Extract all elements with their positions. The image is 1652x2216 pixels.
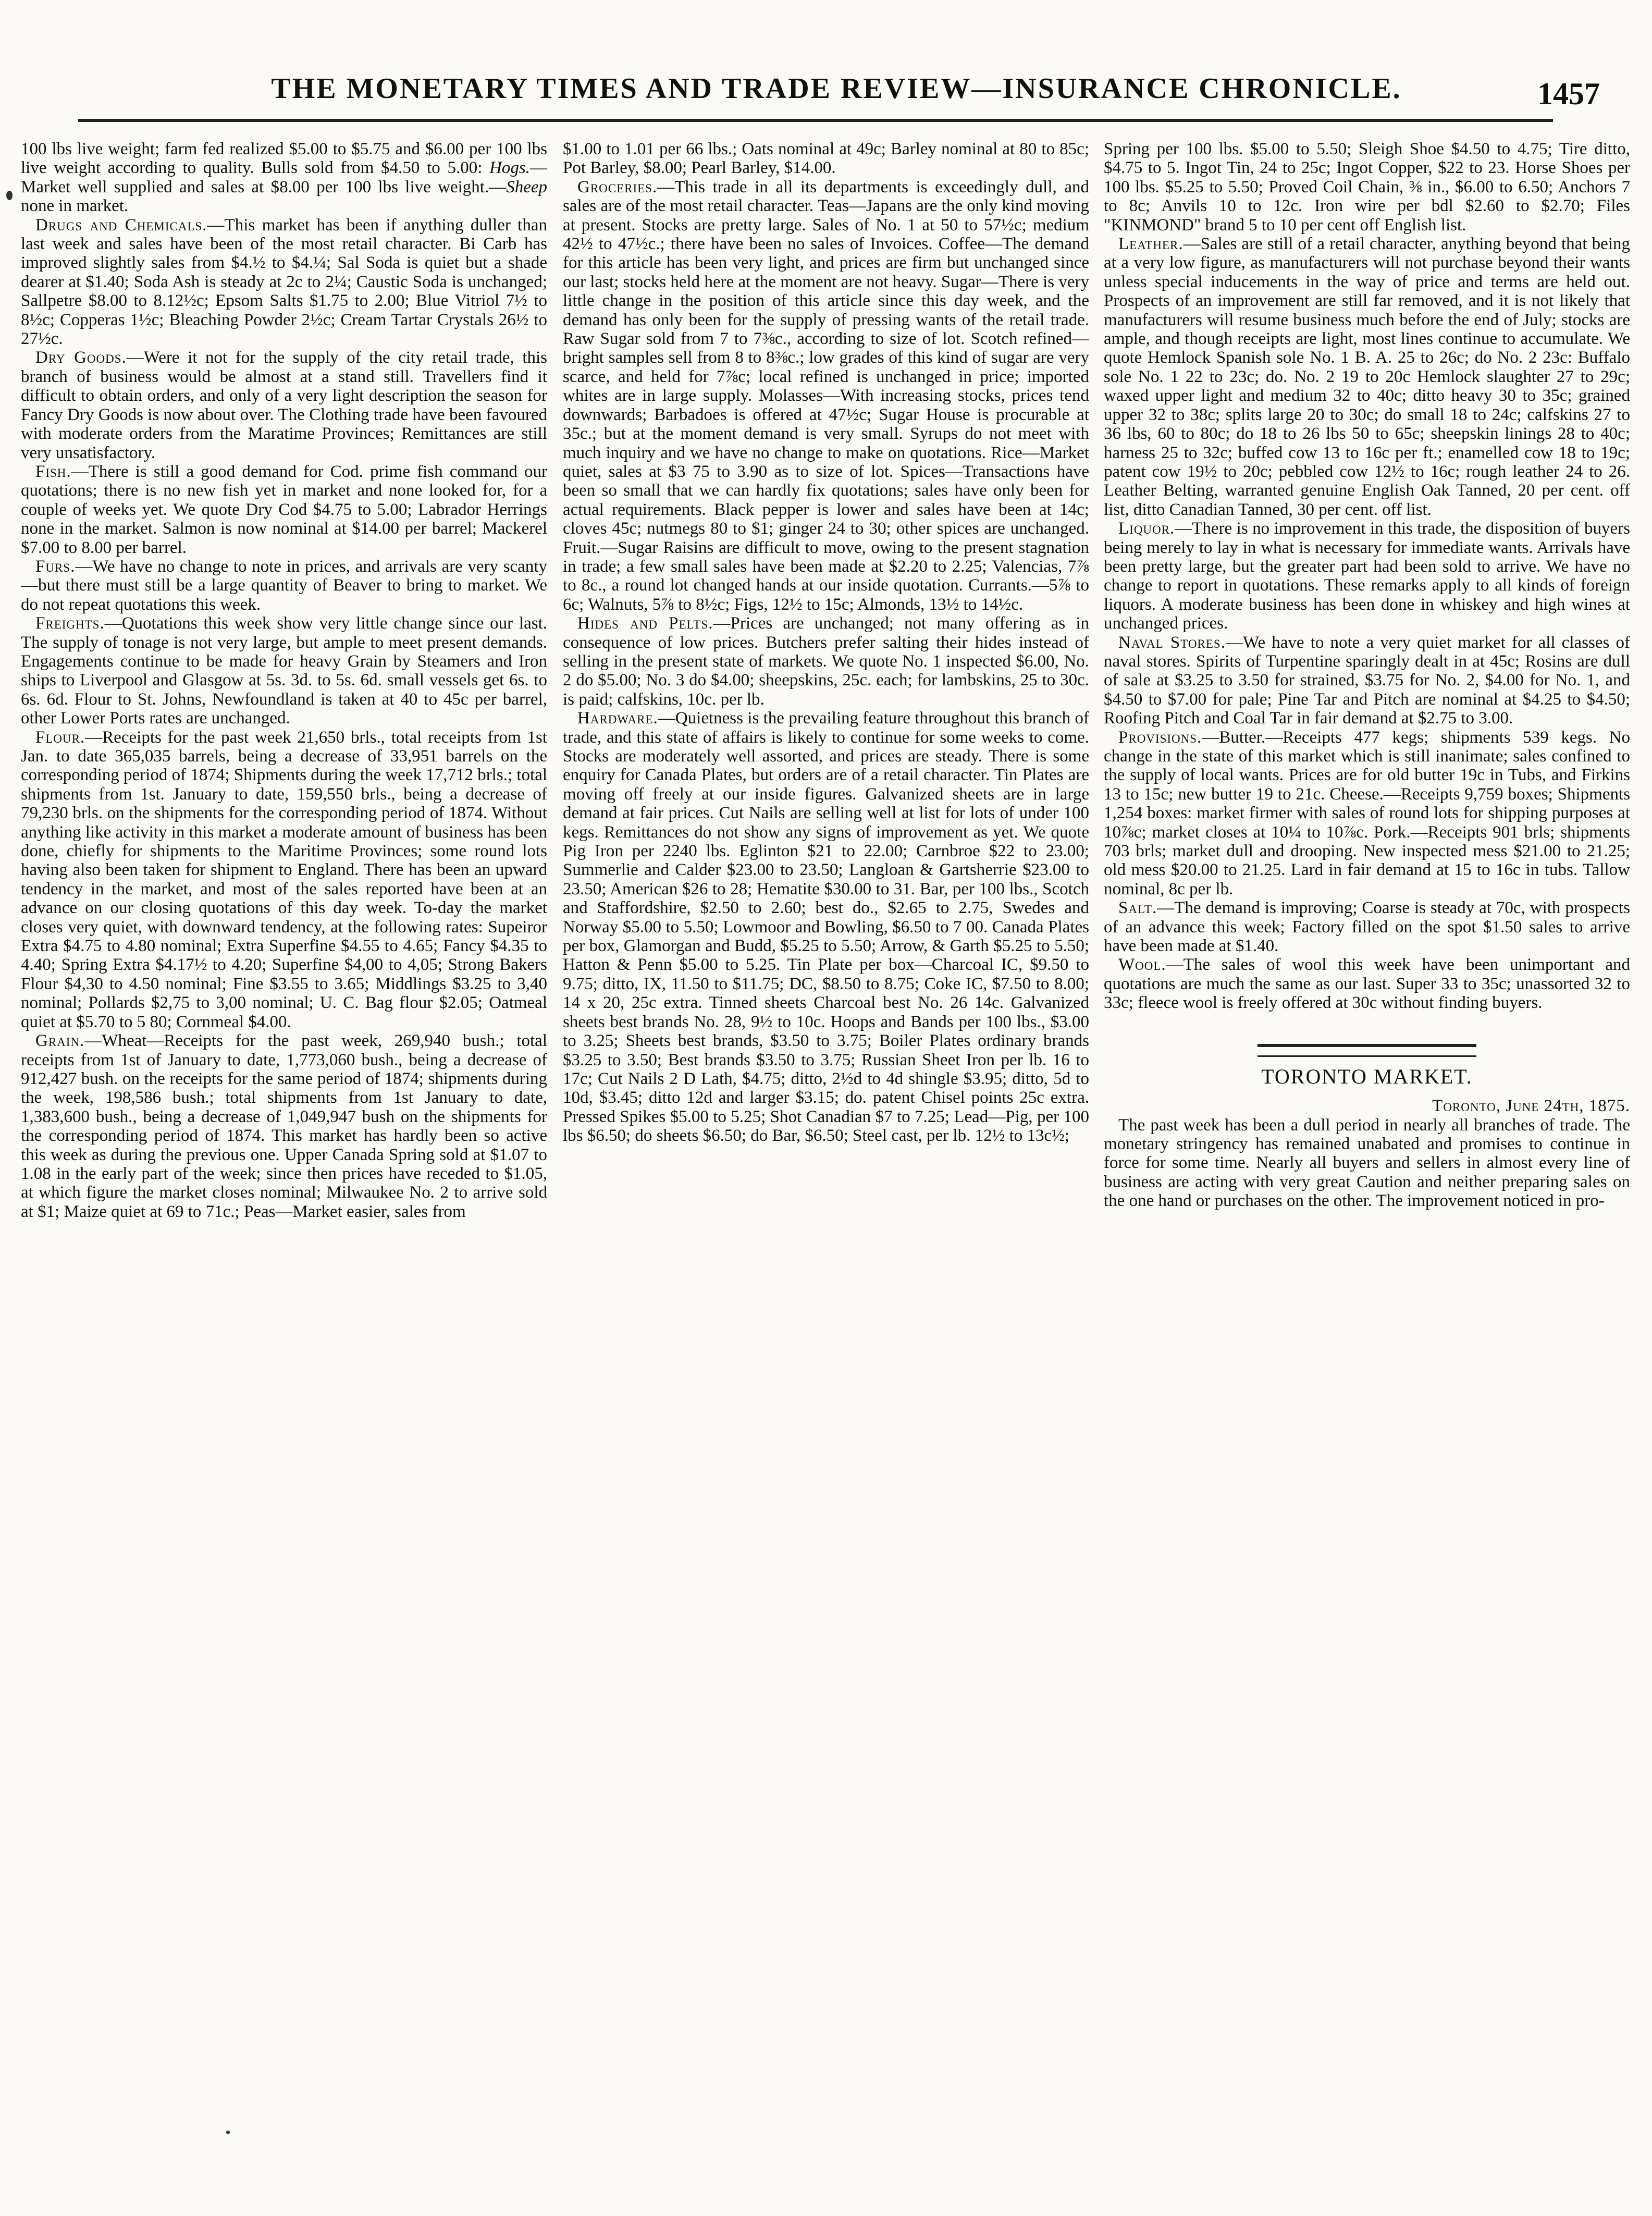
grain-continued-text: $1.00 to 1.01 per 66 lbs.; Oats nominal at 49c; Barley nominal at 80 to 85c; Pot Barley, $8.00; Pearl Barley, $14.00. <box>563 140 1089 178</box>
sheep-label: Sheep <box>506 177 547 196</box>
paragraph-salt <box>1104 898 1630 955</box>
hardware-continued-text: Spring per 100 lbs. $5.00 to 5.50; Sleigh Shoe $4.50 to 4.75; Tire ditto, $4.75 to 5. Ingot Tin, 24 to 25c; Ingot Copper, $22 to 23. Horse Shoes per 100 lbs. $5.25 to 5.50; Proved Coil Chain, ⅜ in., $6.00 to 6.50; Anchors 7 to 8c; Anvils 10 to 12c. Iron wire per bdl $2.60 to $2.70; Files "KINMOND" brand 5 to 10 per cent off English list. <box>1104 140 1630 235</box>
dry-goods-heading: Dry Goods. <box>35 348 127 367</box>
column-left <box>21 140 547 2162</box>
provisions-heading: Provisions. <box>1118 728 1202 747</box>
paragraph-cattle <box>21 140 547 216</box>
liquor-text: —There is no improvement in this trade, the disposition of buyers being merely to lay in what is necessary for immediate wants. Arrivals have been pretty large, but the greater part had been sold to arrive. We have no change to report in quotations. These remarks apply to all kinds of foreign liquors. A moderate business has been done in whiskey and high wines at unchanged prices. <box>1104 519 1630 633</box>
salt-heading: Salt. <box>1118 898 1157 918</box>
margin-mark <box>6 191 13 200</box>
hogs-text: —Market well supplied and sales at $8.00 per 100 lbs live weight.— <box>21 158 547 196</box>
leather-text: —Sales are still of a retail character, anything beyond that being at a very low figure, as manufacturers will not purchase beyond their wants unless special inducements in the way of price and terms are held out. Prospects of an improvement are still far removed, and it is not likely that manufacturers will resume business much before the end of July; stocks are ample, and though receipts are light, most lines continue to accumulate. We quote Hemlock Spanish sole No. 1 B. A. 25 to 26c; do No. 2 23c: Buffalo sole No. 1 22 to 23c; do. No. 2 19 to 20c Hemlock slaughter 27 to 29c; waxed upper light and medium 32 to 40c; ditto heavy 30 to 35c; grained upper 32 to 38c; splits large 20 to 30c; do small 18 to 24c; calfskins 27 to 36 lbs, 60 to 80c; do 18 to 26 lbs 50 to 65c; sheepskin linings 28 to 40c; harness 25 to 32c; buffed cow 13 to 16c per ft.; enamelled cow 18 to 19c; patent cow 19½ to 20c; pebbled cow 12½ to 16c; rough leather 24 to 26. Leather Belting, warranted genuine English Oak Tanned, 20 per cent. off list, ditto Canadian Tanned, 30 per cent. off list. <box>1104 235 1630 519</box>
naval-stores-text: —We have to note a very quiet market for all classes of naval stores. Spirits of Turpentine sparingly dealt in at 45c; Rosins are dull of sale at $3.25 to 3.50 for strained, $3.75 for No. 2, $4.00 for No. 1, and $4.50 to $7.00 for pale; Pine Tar and Pitch are nominal at $4.25 to $4.50; Roofing Pitch and Coal Tar in fair demand at $2.75 to 3.00. <box>1104 633 1630 728</box>
fish-heading: Fish. <box>35 462 71 481</box>
paragraph-leather <box>1104 235 1630 519</box>
paragraph-hides <box>563 614 1089 709</box>
hardware-heading: Hardware. <box>577 709 658 728</box>
paragraph-drugs <box>21 216 547 349</box>
column-middle <box>563 140 1089 2162</box>
paragraph-grain-cont <box>563 140 1089 178</box>
paragraph-hardware-cont <box>1104 140 1630 235</box>
paragraph-furs <box>21 557 547 614</box>
toronto-dateline: Toronto, June 24th, 1875. <box>1432 1097 1630 1116</box>
hardware-text: —Quietness is the prevailing feature throughout this branch of trade, and this state of affairs is likely to continue for some weeks to come. Stocks are moderately well assorted, and prices are steady. There is some enquiry for Canada Plates, but orders are of a retail character. Tin Plates are moving off freely at our inside figures. Galvanized sheets are in large demand at fair prices. Cut Nails are selling well at list for lots of under 100 kegs. Remittances do not show any signs of improvement as yet. We quote Pig Iron per 2240 lbs. Eglinton $21 to 22.00; Carnbroe $22 to 23.00; Summerlie and Calder $23.00 to 23.50; Langloan & Gartsherrie $23.00 to 23.50; American $26 to 28; Hematite $30.00 to 31. Bar, per 100 lbs., Scotch and Staffordshire, $2.50 to 2.60; best do., $2.65 to 2.75, Swedes and Norway $5.00 to 5.50; Lowmoor and Bowling, $6.50 to 7 00. Canada Plates per box, Glamorgan and Budd, $5.25 to 5.50; Arrow, & Garth $5.25 to 5.50; Hatton & Penn $5.00 to 5.25. Tin Plate per box—Charcoal IC, $9.50 to 9.75; ditto, IX, 11.50 to $11.75; DC, $8.50 to 8.75; Coke IC, $7.50 to 8.00; 14 x 20, 25c extra. Tinned sheets Charcoal best No. 26 14c. Galvanized sheets best brands No. 28, 9½ to 10c. Hoops and Bands per 100 lbs., $3.00 to 3.25; Sheets best brands, $3.50 to 3.75; Boiler Plates ordinary brands $3.25 to 3.50; Best brands $3.50 to 3.75; Russian Sheet Iron per lb. 16 to 17c; Cut Nails 2 D Lath, $4.75; ditto, 2½d to 4d shingle $3.95; ditto, 5d to 10d, $3.45; ditto 12d and larger $3.15; do. patent Chisel points 25c extra. Pressed Spikes $5.00 to 5.25; Shot Canadian $7 to 7.25; Lead—Pig, per 100 lbs $6.50; do sheets $6.50; do Bar, $6.50; Steel cast, per lb. 12½ to 13c½; <box>563 709 1089 1146</box>
grain-text: —Wheat—Receipts for the past week, 269,940 bush.; total receipts from 1st of January to date, 1,773,060 bush., being a decrease of 912,427 bush. on the receipts for the same period of 1874; shipments during the week, 198,586 bush.; total shipments from 1st January to date, 1,383,600 bush., being a decrease of 1,049,947 bush on the shipments for the corresponding period of 1874. This market has hardly been so active this week as during the previous one. Upper Canada Spring sold at $1.07 to 1.08 in the early part of the week; since then prices have receded to $1.05, at which figure the market closes nominal; Milwaukee No. 2 to arrive sold at $1; Maize quiet at 69 to 71c.; Peas—Market easier, sales from <box>21 1031 547 1221</box>
salt-text: —The demand is improving; Coarse is steady at 70c, with prospects of an advance this week; Factory filled on the spot $1.50 sales to arrive have been made at $1.40. <box>1104 898 1630 956</box>
paragraph-freights <box>21 614 547 728</box>
hides-heading: Hides and Pelts. <box>577 614 713 633</box>
naval-stores-heading: Naval Stores. <box>1118 633 1226 652</box>
provisions-text: —Butter.—Receipts 477 kegs; shipments 539 kegs. No change in the state of this market which is still inanimate; sales confined to the supply of local wants. Prices are for old butter 19c in Tubs, and Firkins 13 to 15c; new butter 19 to 21c. Cheese.—Receipts 9,759 boxes; Shipments 1,254 boxes: market firmer with sales of round lots for shipping purposes at 10⅞c; market closes at 10¼ to 10⅞c. Pork.—Receipts 901 brls; shipments 703 brls; market dull and drooping. New inspected mess $21.00 to 21.25; old mess $20.00 to 21.25. Lard in fair demand at 15 to 16c in tubs. Tallow nominal, 8c per lb. <box>1104 728 1630 898</box>
paragraph-flour <box>21 728 547 1032</box>
dry-goods-text: —Were it not for the supply of the city retail trade, this branch of business would be almost at a stand still. Travellers find it difficult to obtain orders, and only of a very light description the season for Fancy Dry Goods is now about over. The Clothing trade have been favoured with moderate orders from the Maratime Provinces; Remittances are still very unsatisfactory. <box>21 348 547 462</box>
furs-heading: Furs. <box>35 557 76 576</box>
paragraph-provisions <box>1104 728 1630 899</box>
liquor-heading: Liquor. <box>1118 519 1175 538</box>
sheep-text: none in market. <box>21 196 129 216</box>
column-right <box>1104 140 1630 2162</box>
wool-heading: Wool. <box>1118 955 1166 975</box>
groceries-text: —This trade in all its departments is exceedingly dull, and sales are of the most retail character. Teas—Japans are the only kind moving at present. Stocks are pretty large. Sales of No. 1 at 50 to 57½c; medium 42½ to 47½c.; there have been no sales of Invoices. Coffee—The demand for this article has been very light, and prices are firm but unchanged since our last; stocks held here at the moment are not heavy. Sugar—There is very little change in the position of this article since this day week, and the demand has only been for the supply of pressing wants of the retail trade. Raw Sugar sold from 7 to 7⅜c., according to size of lot. Scotch refined—bright samples sell from 8 to 8⅜c.; low grades of this kind of sugar are very scarce, and held for 7⅞c; local refined is unchanged in price; imported whites are in large supply. Molasses—With increasing stocks, prices tend downwards; Barbadoes is offered at 47½c; Sugar House is procurable at 35c.; but at the moment demand is very small. Syrups do not meet with much inquiry and we have no change to make on quotations. Rice—Market quiet, sales at $3 75 to 3.90 as to size of lot. Spices—Transactions have been so small that we can hardly fix quotations; sales have only been for actual requirements. Black pepper is lower and sales have been at 14c; cloves 45c; nutmegs 80 to $1; ginger 24 to 30; other spices are unchanged. Fruit.—Sugar Raisins are difficult to move, owing to the present stagnation in trade; a few small sales have been made at $2.20 to 2.25; Valencias, 7⅞ to 8c., a round lot changed hands at our inside quotation. Currants.—5⅞ to 6c; Walnuts, 5⅞ to 8½c; Figs, 12½ to 15c; Almonds, 13½ to 14½c. <box>563 177 1089 614</box>
freights-text: —Quotations this week show very little change since our last. The supply of tonage is not very large, but ample to meet present demands. Engagements continue to be made for heavy Grain by Steamers and Iron ships to Liverpool and Glasgow at 5s. 3d. to 5s. 6d. small vessels get 6s. to 6s. 6d. Flour to St. Johns, Newfoundland is taken at 40 to 45c per barrel, other Lower Ports rates are unchanged. <box>21 614 547 728</box>
paragraph-groceries <box>563 178 1089 614</box>
paragraph-liquor <box>1104 519 1630 633</box>
paragraph-grain <box>21 1031 547 1221</box>
fish-text: —There is still a good demand for Cod. prime fish command our quotations; there is no new fish yet in market and none looked for, for a couple of weeks yet. We quote Dry Cod $4.75 to 5.00; Labrador Herrings none in the market. Salmon is now nominal at $14.00 per barrel; Mackerel $7.00 to 8.00 per barrel. <box>21 462 547 557</box>
paragraph-naval-stores <box>1104 633 1630 728</box>
drugs-text: —This market has been if anything duller than last week and sales have been of the most retail character. Bi Carb has improved slightly sales from $4.½ to $4.¼; Sal Soda is quiet but a shade dearer at $1.40; Soda Ash is steady at 2c to 2¼; Caustic Soda is unchanged; Sallpetre $8.00 to 8.12½c; Epsom Salts $1.75 to 2.00; Blue Vitriol 7½ to 8½c; Copperas 1½c; Bleaching Powder 2½c; Cream Tartar Crystals 26½ to 27½c. <box>21 215 547 349</box>
cattle-text: 100 lbs live weight; farm fed realized $5.00 to $5.75 and $6.00 per 100 lbs live weight according to quality. Bulls sold from $4.50 to 5.00: <box>21 140 547 178</box>
paragraph-toronto: The past week has been a dull period in nearly all branches of trade. The monetary stringency has remained unabated and promises to continue in force for some time. Nearly all buyers and sellers in almost every line of business are acting with very great Caution and neither preparing sales on the one hand or purchases on the other. The improvement noticed in pro- <box>1104 1115 1630 1211</box>
toronto-market-title: TORONTO MARKET. <box>1261 1064 1473 1088</box>
flour-text: —Receipts for the past week 21,650 brls., total receipts from 1st Jan. to date 365,035 barrels, being a decrease of 33,951 barrels on the corresponding period of 1874; Shipments during the week 17,712 brls.; total shipments from 1st. January to date, 159,550 brls., being a decrease of 79,230 brls. on the shipments for the corresponding period of 1874. Without anything like activity in this market a moderate amount of business has been done, chiefly for shipments to the Maritime Provinces; some round lots having also been taken for shipment to England. There has been an upward tendency in the market, and most of the sales reported have been at an advance on our closing quotations of this day week. To-day the market closes very quiet, with downward tendency, at the following rates: Supeiror Extra $4.75 to 4.80 nominal; Extra Superfine $4.55 to 4.65; Fancy $4.35 to 4.40; Spring Extra $4.17½ to 4.20; Superfine $4,00 to 4,05; Strong Bakers Flour $4,30 to 4.50 nominal; Fine $3.55 to 3.65; Middlings $3.25 to 3,40 nominal; Pollards $2,75 to 3,00 nominal; U. C. Bag flour $2.05; Oatmeal quiet at $5.70 to 5 80; Cornmeal $4.00. <box>21 728 547 1031</box>
furs-text: —We have no change to note in prices, and arrivals are very scanty—but there must still be a large quantity of Beaver to bring to market. We do not repeat quotations this week. <box>21 557 547 614</box>
hogs-label: Hogs. <box>489 158 530 178</box>
header-rule <box>78 119 1553 122</box>
page-header <box>78 68 1600 115</box>
hides-text: —Prices are unchanged; not many offering as in consequence of low prices. Butchers prefer salting their hides instead of selling in the present state of markets. We quote No. 1 inspected $6.00, No. 2 do $5.00; No. 3 do $4.00; sheepskins, 25c. each; for lambskins, 25 to 30c. is paid; calfskins, 10c. per lb. <box>563 614 1089 709</box>
groceries-heading: Groceries. <box>577 177 658 196</box>
section-divider <box>1258 1044 1476 1057</box>
paragraph-wool <box>1104 955 1630 1012</box>
paragraph-dry-goods <box>21 348 547 462</box>
wool-text: —The sales of wool this week have been unimportant and quotations are much the same as our last. Super 33 to 35c; unassorted 32 to 33c; fleece wool is freely offered at 30c without finding buyers. <box>1104 955 1630 1013</box>
leather-heading: Leather. <box>1118 235 1183 254</box>
paragraph-hardware <box>563 709 1089 1145</box>
paragraph-fish <box>21 462 547 557</box>
drugs-heading: Drugs and Chemicals. <box>35 215 207 235</box>
masthead-title: THE MONETARY TIMES AND TRADE REVIEW—INSURANCE CHRONICLE. <box>271 72 1402 105</box>
page-number: 1457 <box>1537 77 1600 111</box>
grain-heading: Grain. <box>35 1031 85 1051</box>
flour-heading: Flour. <box>35 728 85 747</box>
freights-heading: Freights. <box>35 614 105 633</box>
